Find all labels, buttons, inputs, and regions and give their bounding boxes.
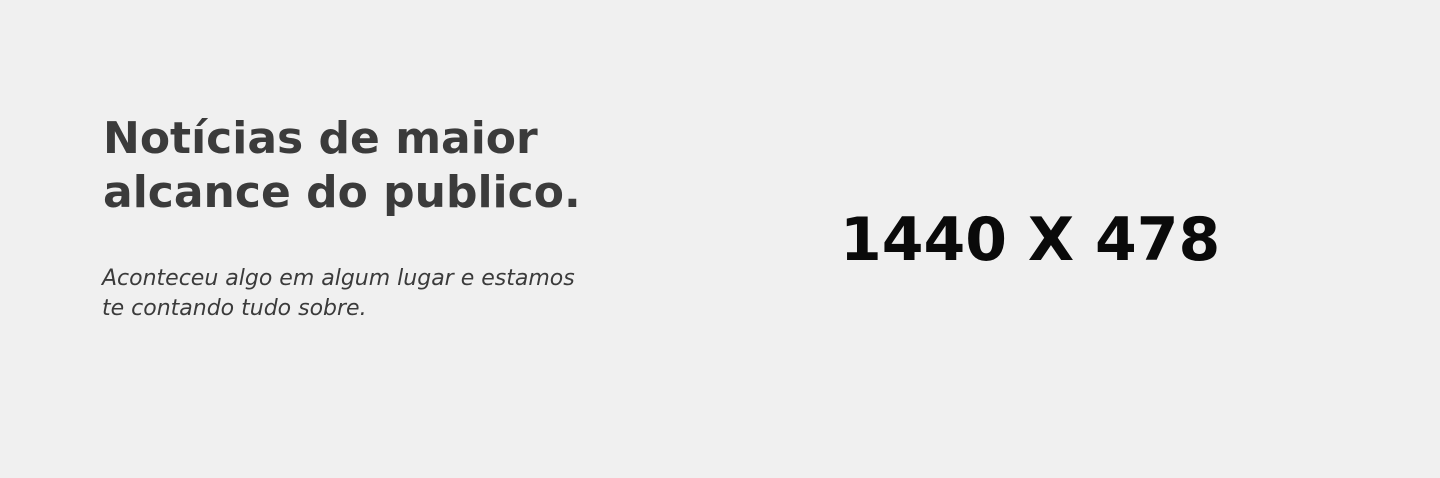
headline	[103, 112, 663, 220]
subtitle	[102, 264, 662, 324]
headline-line-2: alcance do publico.	[103, 167, 581, 218]
headline-line-1: Notícias de maior	[103, 113, 538, 164]
subtitle-line-2: te contando tudo sobre.	[102, 296, 367, 321]
subtitle-line-1: Aconteceu algo em algum lugar e estamos	[102, 266, 575, 291]
dimension-label: 1440 X 478	[840, 205, 1221, 275]
